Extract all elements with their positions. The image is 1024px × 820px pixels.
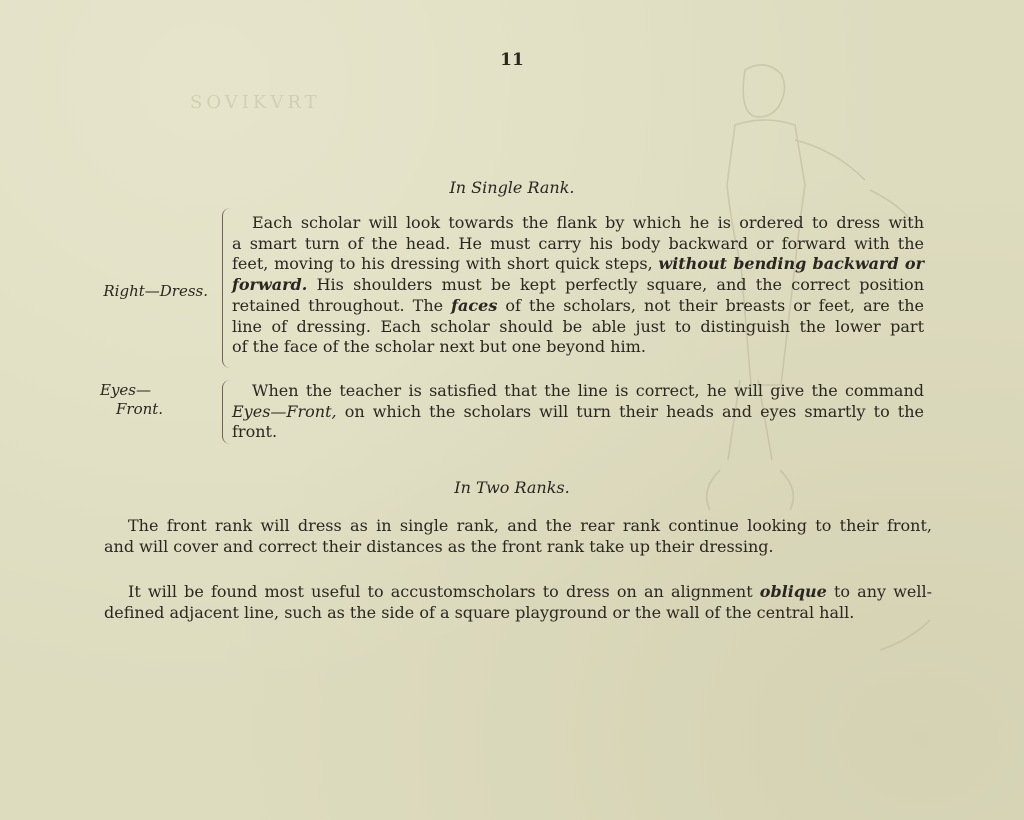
paragraph-eyes-front — [232, 381, 924, 443]
text-run: retained throughout. The — [232, 295, 452, 315]
margin-note-right-dress: Right—Dress. — [103, 282, 208, 300]
paragraph-two-ranks — [104, 516, 932, 557]
emphasis-text: Eyes—Front, — [232, 401, 337, 421]
svg-text:SOVIKVRT: SOVIKVRT — [190, 92, 321, 113]
page-number: 11 — [500, 50, 524, 70]
text-line — [232, 254, 924, 275]
margin-note-eyes-front — [100, 381, 184, 419]
paragraph-oblique-alignment — [104, 582, 932, 623]
emphasis-text: faces — [451, 295, 498, 315]
paragraph-right-dress — [232, 213, 924, 358]
text-line: defined adjacent line, such as the side of a square playground or the wall of the central hall. — [104, 602, 855, 622]
text-run: His shoulders must be kept perfectly square, and the correct position — [307, 275, 924, 295]
text-run: to any well- — [826, 582, 932, 601]
emphasis-text: forward. — [232, 275, 308, 295]
text-line: line of dressing. Each scholar should be able just to distinguish the lower part — [232, 316, 924, 336]
text-line — [232, 275, 924, 296]
text-line: When the teacher is satisfied that the line is correct, he will give the command — [252, 381, 924, 400]
text-line: Each scholar will look towards the flank by which he is ordered to dress with — [252, 213, 924, 232]
text-line — [232, 402, 924, 423]
text-run: of the scholars, not their breasts or feet, are the — [497, 295, 924, 315]
margin-note-line: Eyes— — [100, 381, 151, 399]
text-line: and will cover and correct their distances as the front rank take up their dressing. — [104, 536, 774, 556]
text-run: feet, moving to his dressing with short quick steps, — [232, 254, 659, 274]
emphasis-text: oblique — [759, 582, 827, 601]
text-line: a smart turn of the head. He must carry his body backward or forward with the — [232, 233, 924, 253]
text-run: on which the scholars will turn their heads and eyes smartly to the — [336, 401, 924, 421]
margin-note-line: Front. — [116, 400, 164, 418]
section-heading-single-rank: In Single Rank. — [449, 178, 575, 197]
text-run: It will be found most useful to accustomscholars to dress on an alignment — [128, 582, 760, 601]
brace-right-dress — [222, 208, 231, 368]
text-line: of the face of the scholar next but one beyond him. — [232, 337, 646, 357]
emphasis-text: without bending backward or — [658, 254, 924, 274]
text-line: The front rank will dress as in single rank, and the rear rank continue looking to their front, — [128, 516, 932, 535]
text-line: front. — [232, 422, 278, 442]
text-line — [104, 582, 932, 603]
text-line — [232, 296, 924, 317]
section-heading-two-ranks: In Two Ranks. — [454, 478, 570, 497]
brace-eyes-front — [222, 380, 231, 444]
